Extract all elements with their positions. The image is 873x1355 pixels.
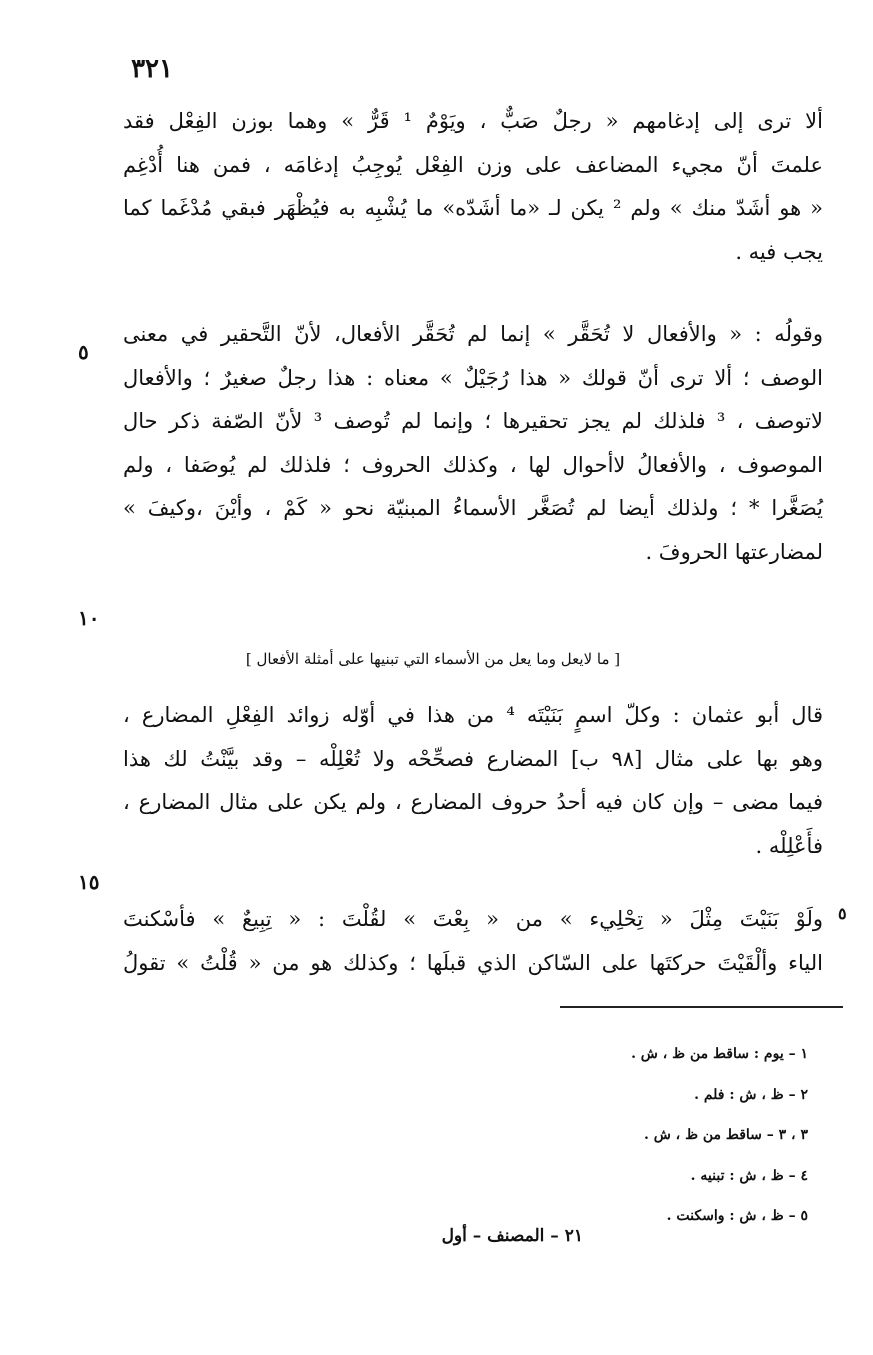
paragraph-1-line-3: « هو أشَدّ منك » ولم ² يكن لـ «ما أشَدّه» ما يُشْبِه به فيُظْهَر فبقي مُدْغَما كما xyxy=(123,196,823,220)
paragraph-4 xyxy=(123,898,823,985)
section-heading: [ ما لايعل وما يعل من الأسماء التي تبنيها على أمثلة الأفعال ] xyxy=(245,650,621,668)
page-number: ٣٢١ xyxy=(131,54,173,84)
footnote-2: ٢ – ظ ، ش : فلم . xyxy=(694,1086,808,1103)
paragraph-2-line-2: الوصف ؛ ألا ترى أنّ قولك « هذا رُجَيْلٌ » معناه : هذا رجلٌ صغيرٌ ؛ والأفعال xyxy=(123,365,823,390)
paragraph-1 xyxy=(123,100,823,274)
page-footer-signature: ٢١ – المصنف – أول xyxy=(441,1226,583,1246)
paragraph-2 xyxy=(123,313,823,574)
paragraph-1-line-1: ألا ترى إلى إدغامهم « رجلٌ صَبٌّ ، ويَوْمٌ ¹ قَرٌّ » وهما بوزن الفِعْل فقد xyxy=(123,109,823,133)
footnote-marker-5: ٥ xyxy=(838,904,847,923)
paragraph-3-line-2: وهو بها على مثال [٩٨ ب] المضارع فصحِّحْه ولا تُعْلِلْه – وقد بيَّنْتُ لك هذا xyxy=(123,746,823,771)
footnotes xyxy=(488,1034,808,1237)
paragraph-1-line-2: علمتَ أنّ مجيء المضاعف على وزن الفِعْل يُوجِبُ إدغامَه ، فمن هنا أُدْغِم xyxy=(123,152,823,177)
paragraph-4-line-2: الياء وألْقَيْتَ حركتَها على السّاكن الذي قبلَها ؛ وكذلك هو من « قُلْتُ » تقولُ xyxy=(123,950,823,975)
paragraph-1-line-4: يجب فيه . xyxy=(735,239,823,264)
footnote-5: ٥ – ظ ، ش : واسكنت . xyxy=(666,1208,808,1224)
paragraph-3-line-4: فأَعْلِلْه . xyxy=(755,833,823,858)
paragraph-2-line-5: يُصَغَّرا * ؛ ولذلك أيضا لم تُصَغَّر الأسماءُ المبنيّة نحو « كَمْ ، وأيْنَ ،وكيفَ » xyxy=(123,496,823,520)
margin-line-number-5: ٥ xyxy=(78,340,89,364)
paragraph-2-line-6: لمضارعتها الحروفَ . xyxy=(645,539,823,564)
margin-line-number-15: ١٥ xyxy=(78,870,100,894)
paragraph-3-line-1: قال أبو عثمان : وكلّ اسمٍ بَنَيْتَه ⁴ من هذا في أوّله زوائد الفِعْلِ المضارع ، xyxy=(123,703,823,727)
paragraph-2-line-4: الموصوف ، والأفعالُ لاأحوال لها ، وكذلك الحروف ؛ فلذلك لم يُوصَفا ، ولم xyxy=(123,452,823,477)
footnote-1: ١ – يوم : ساقط من ظ ، ش . xyxy=(631,1046,808,1062)
footnote-divider xyxy=(560,1006,843,1008)
paragraph-3 xyxy=(123,694,823,868)
footnote-4: ٤ – ظ ، ش : تبنيه . xyxy=(690,1167,808,1184)
paragraph-2-line-1: وقولُه : « والأفعال لا تُحَقَّر » إنما لم تُحَقَّر الأفعال، لأنّ التَّحقير في معنى xyxy=(123,322,823,346)
paragraph-3-line-3: فيما مضى – وإن كان فيه أحدُ حروف المضارع ، ولم يكن على مثال المضارع ، xyxy=(123,790,823,814)
footnote-3: ٣ ، ٣ – ساقط من ظ ، ش . xyxy=(643,1127,808,1143)
margin-line-number-10: ١٠ xyxy=(78,606,100,630)
paragraph-2-line-3: لاتوصف ، ³ فلذلك لم يجز تحقيرها ؛ وإنما لم تُوصف ³ لأنّ الصّفة ذكر حال xyxy=(123,409,823,433)
paragraph-4-line-1: ولَوْ بَنَيْتَ مِثْلَ « تِحْلِيء » من « بِعْتَ » لقُلْتَ : « تِبِيعٌ » فأسْكنتَ xyxy=(123,907,823,931)
